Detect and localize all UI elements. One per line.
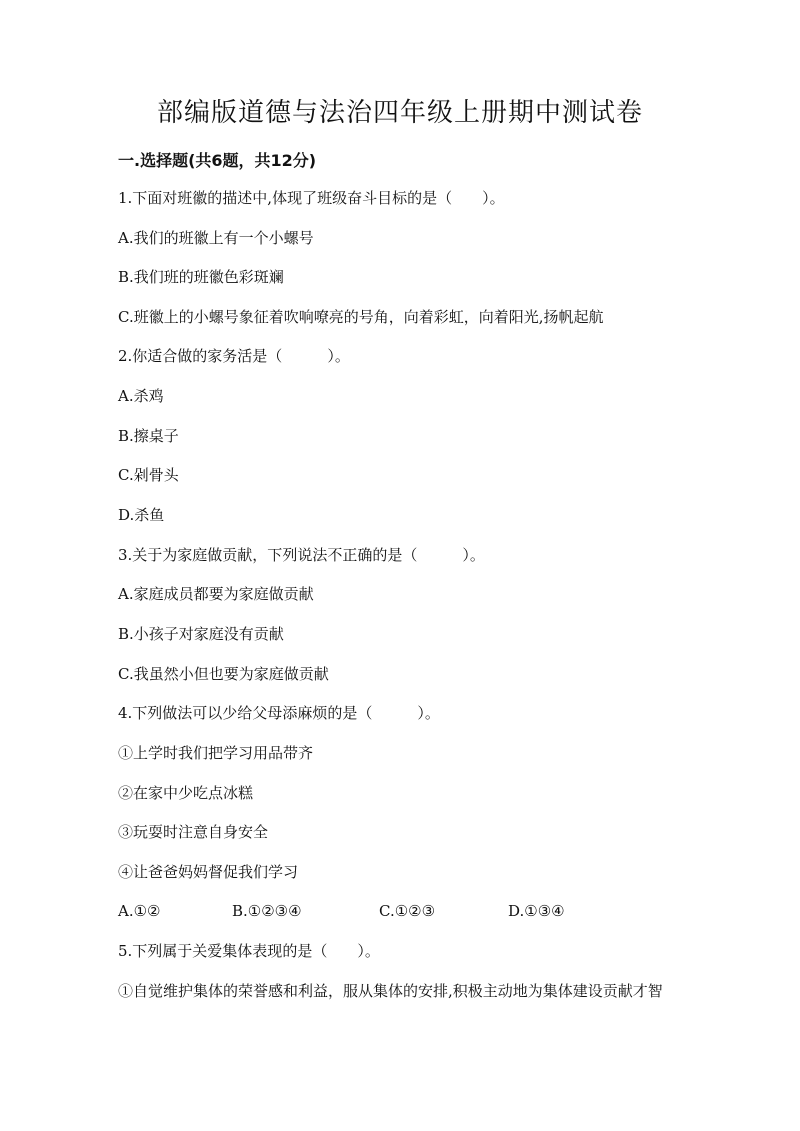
question-4-statement-1: ①上学时我们把学习用品带齐 bbox=[118, 744, 314, 762]
question-5-stem: 5.下列属于关爱集体表现的是（ ）。 bbox=[118, 942, 380, 960]
question-1-option-c: C.班徽上的小螺号象征着吹响嘹亮的号角，向着彩虹，向着阳光,扬帆起航 bbox=[118, 308, 604, 326]
page-title: 部编版道德与法治四年级上册期中测试卷 bbox=[156, 98, 643, 128]
question-4-option-d: D.①③④ bbox=[508, 902, 565, 920]
question-2-option-b: B.擦桌子 bbox=[118, 427, 179, 445]
question-3-option-b: B.小孩子对家庭没有贡献 bbox=[118, 625, 284, 643]
question-4-option-a: A.①② bbox=[118, 902, 161, 920]
question-4-option-b: B.①②③④ bbox=[232, 902, 302, 920]
question-3-option-a: A.家庭成员都要为家庭做贡献 bbox=[118, 585, 314, 603]
question-1-option-b: B.我们班的班徽色彩斑斓 bbox=[118, 268, 284, 286]
question-2-option-a: A.杀鸡 bbox=[118, 387, 164, 405]
question-4-option-c: C.①②③ bbox=[379, 902, 436, 920]
question-4-statement-4: ④让爸爸妈妈督促我们学习 bbox=[118, 863, 299, 881]
question-2-option-d: D.杀鱼 bbox=[118, 506, 165, 524]
question-4-stem: 4.下列做法可以少给父母添麻烦的是（ ）。 bbox=[118, 704, 440, 722]
question-4-statement-2: ②在家中少吃点冰糕 bbox=[118, 784, 254, 802]
question-3-stem: 3.关于为家庭做贡献，下列说法不正确的是（ ）。 bbox=[118, 546, 485, 564]
question-4-statement-3: ③玩耍时注意自身安全 bbox=[118, 823, 269, 841]
question-1-stem: 1.下面对班徽的描述中,体现了班级奋斗目标的是（ ）。 bbox=[118, 189, 505, 207]
question-3-option-c: C.我虽然小但也要为家庭做贡献 bbox=[118, 665, 329, 683]
question-4-options-row bbox=[118, 902, 678, 922]
question-1-option-a: A.我们的班徽上有一个小螺号 bbox=[118, 229, 314, 247]
question-2-option-c: C.剁骨头 bbox=[118, 466, 179, 484]
question-2-stem: 2.你适合做的家务活是（ ）。 bbox=[118, 347, 350, 365]
section-heading: 一.选择题(共6题，共12分) bbox=[118, 151, 317, 170]
question-5-statement-1: ①自觉维护集体的荣誉感和利益，服从集体的安排,积极主动地为集体建设贡献才智 bbox=[118, 982, 663, 1000]
